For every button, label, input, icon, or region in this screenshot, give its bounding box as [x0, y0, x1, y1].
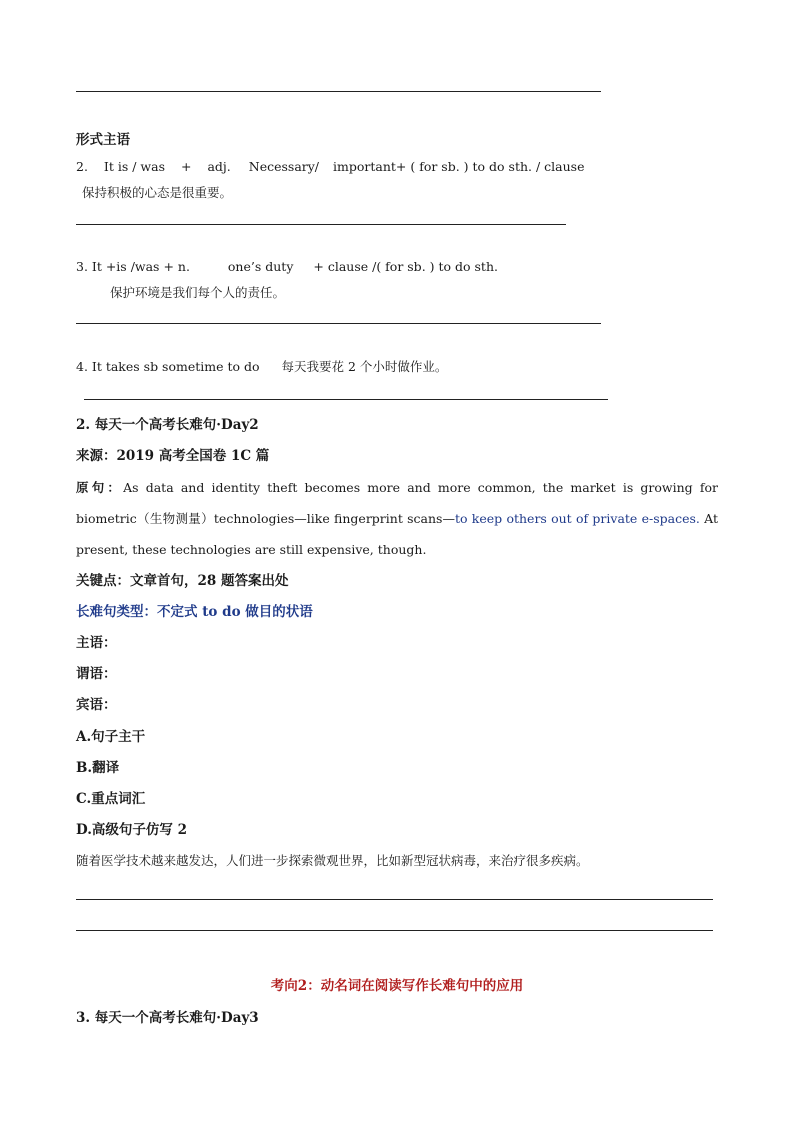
translation-prompt: 保持积极的心态是很重要。: [82, 185, 233, 200]
translation-prompt: 保护环境是我们每个人的责任。: [110, 285, 286, 300]
subject-label: 主语：: [76, 635, 117, 651]
part-d-label: D.高级句子仿写 2: [76, 822, 188, 838]
object-label: 宾语：: [76, 697, 117, 713]
pattern-item-3: 3. It +is /was + n. one’s duty + clause /( for sb. ) to do sth.: [76, 259, 498, 274]
part-b-label: B.翻译: [76, 760, 120, 776]
section-heading: 形式主语: [76, 132, 130, 148]
day2-title: 2. 每天一个高考长难句·Day2: [76, 417, 259, 433]
day2-source: 来源：2019 高考全国卷 1C 篇: [76, 448, 270, 464]
sentence-type: 长难句类型：不定式 to do 做目的状语: [76, 604, 313, 620]
day3-title: 3. 每天一个高考长难句·Day3: [76, 1010, 259, 1026]
pattern-item-4: 4. It takes sb sometime to do 每天我要花 2 个小时做作业。: [76, 359, 448, 374]
highlighted-infinitive: to keep others out of private e-spaces.: [454, 511, 700, 526]
answer-line: [76, 224, 566, 225]
answer-line: [84, 399, 608, 400]
answer-line: [76, 323, 601, 324]
original-label: 原句：: [76, 480, 124, 495]
imitation-prompt: 随着医学技术越来越发达，人们进一步探索微观世界，比如新型冠状病毒，来治疗很多疾病。: [76, 853, 589, 868]
original-sentence: 原句：As data and identity theft becomes more and more common, the market is growing for biometric（生物测量）technologies—like fingerprint scans—to keep others out of private e-spaces. At present, these technologies are still expensive, though.: [76, 480, 718, 557]
answer-line: [76, 899, 713, 900]
direction-heading: 考向2：动名词在阅读写作长难句中的应用: [270, 978, 524, 994]
answer-line: [76, 930, 713, 931]
predicate-label: 谓语：: [76, 666, 117, 682]
pattern-item-2: 2. It is / was + adj. Necessary/ important+ ( for sb. ) to do sth. / clause: [76, 159, 585, 174]
part-a-label: A.句子主干: [76, 729, 146, 745]
answer-line: [76, 91, 601, 92]
part-c-label: C.重点词汇: [76, 791, 146, 807]
key-point: 关键点：文章首句，28 题答案出处: [76, 573, 289, 589]
